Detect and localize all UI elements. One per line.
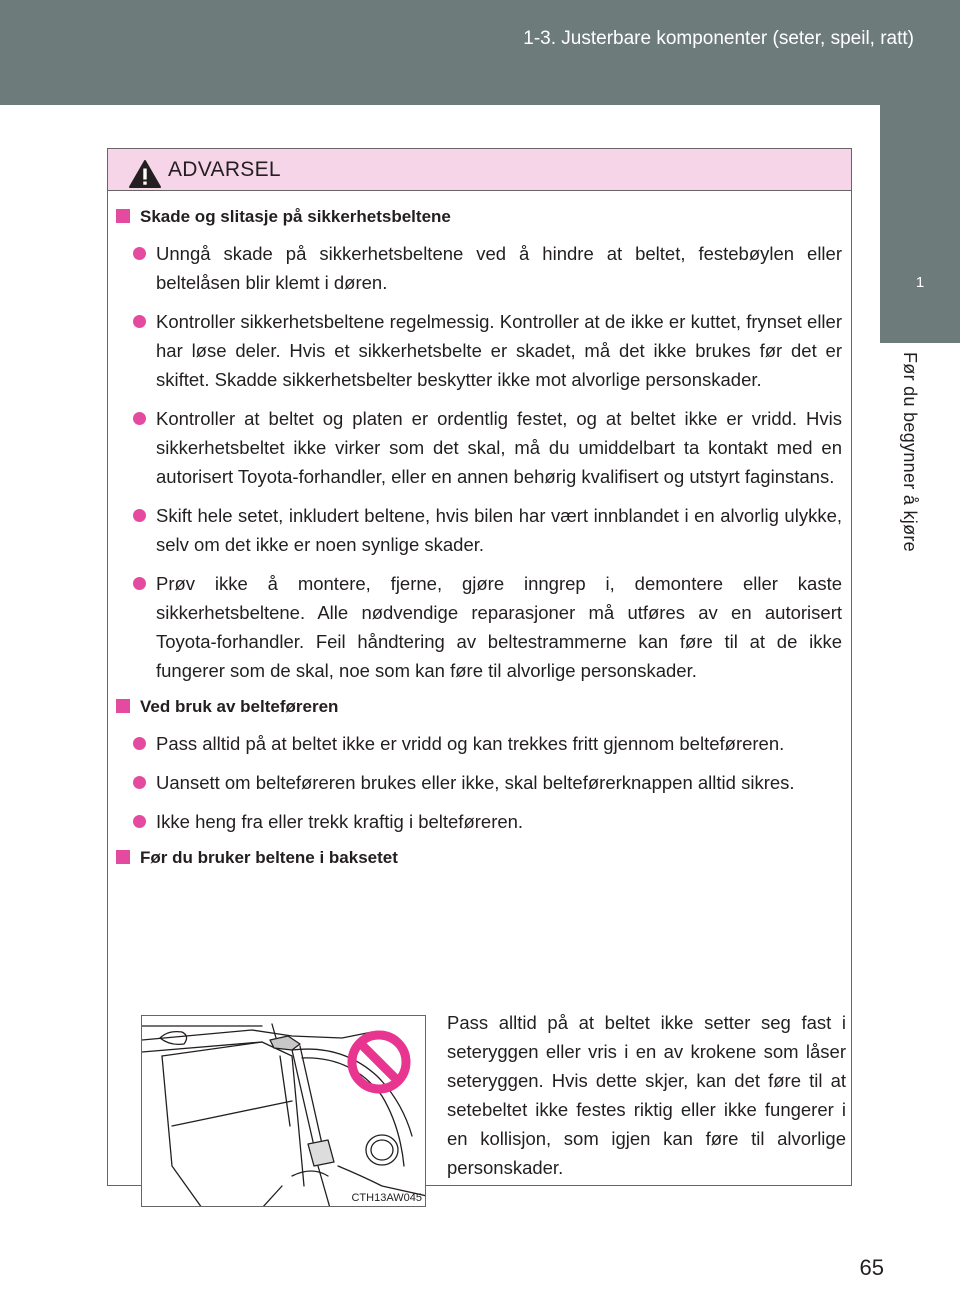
bullet-icon [133, 412, 146, 425]
list-item: Kontroller at beltet og platen er ordentlig festet, og at beltet ikke er vridd. Hvis sikkerhetsbeltet ikke virker som det skal, må du umiddelbart ta kontakt med en autorisert Toyota-forhandler, eller en annen behørig kvalifisert og utstyrt faginstans. [116, 404, 842, 491]
illustration-caption: Pass alltid på at beltet ikke setter seg fast i seteryggen eller vris i en av krokene som låser seteryggen. Hvis dette skjer, kan det føre til at setebeltet ikke festes riktig eller ikke fungerer i en kollisjon, som igjen kan føre til alvorlige personskader. [447, 1012, 846, 1178]
warning-title: ADVARSEL [168, 158, 281, 181]
bullet-icon [133, 315, 146, 328]
list-item: Uansett om belteføreren brukes eller ikke, skal belteførerknappen alltid sikres. [116, 768, 842, 797]
section-heading: Skade og slitasje på sikkerhetsbeltene [116, 205, 842, 229]
bullet-icon [133, 247, 146, 260]
page-number: 65 [859, 1255, 884, 1280]
seatbelt-illustration [141, 1015, 426, 1207]
chapter-strip [880, 343, 960, 1310]
section-heading: Før du bruker beltene i baksetet [116, 846, 842, 870]
bullet-icon [133, 776, 146, 789]
section-square-icon [116, 850, 130, 864]
section-square-icon [116, 209, 130, 223]
chapter-label: Før du begynner å kjøre [900, 352, 920, 552]
chapter-number: 1 [915, 274, 925, 291]
warning-header [108, 149, 851, 191]
list-item: Kontroller sikkerhetsbeltene regelmessig. Kontroller at de ikke er kuttet, frynset eller har løse deler. Hvis et sikkerhetsbelte er skadet, må det ikke brukes før det er skiftet. Skadde sikkerhetsbelter beskytter ikke mot alvorlige personskader. [116, 307, 842, 394]
section-heading: Ved bruk av belteføreren [116, 695, 842, 719]
section-square-icon [116, 699, 130, 713]
list-item: Skift hele setet, inkludert beltene, hvis bilen har vært innblandet i en alvorlig ulykke, selv om det ikke er noen synlige skader. [116, 501, 842, 559]
chapter-tab [880, 105, 960, 343]
list-item: Prøv ikke å montere, fjerne, gjøre inngrep i, demontere eller kaste sikkerhetsbeltene. Alle nødvendige reparasjoner må utføres av en autorisert Toyota-forhandler. Feil håndtering av beltestrammerne kan føre til at de ikke fungerer som de skal, noe som kan føre til alvorlige personskader. [116, 569, 842, 685]
bullet-icon [133, 509, 146, 522]
header-band [0, 0, 960, 105]
warning-box [107, 148, 852, 1204]
illustration-code: CTH13AW045 [351, 1192, 422, 1204]
bullet-icon [133, 737, 146, 750]
list-item: Unngå skade på sikkerhetsbeltene ved å hindre at beltet, festebøylen eller beltelåsen blir klemt i døren. [116, 239, 842, 297]
section-title: 1-3. Justerbare komponenter (seter, speil, ratt) [523, 28, 914, 49]
list-item: Pass alltid på at beltet ikke er vridd og kan trekkes fritt gjennom belteføreren. [116, 729, 842, 758]
warning-triangle-icon [128, 159, 162, 189]
bullet-icon [133, 815, 146, 828]
warning-content [116, 205, 846, 1204]
list-item: Ikke heng fra eller trekk kraftig i belteføreren. [116, 807, 842, 836]
prohibition-icon [347, 1030, 411, 1094]
bullet-icon [133, 577, 146, 590]
